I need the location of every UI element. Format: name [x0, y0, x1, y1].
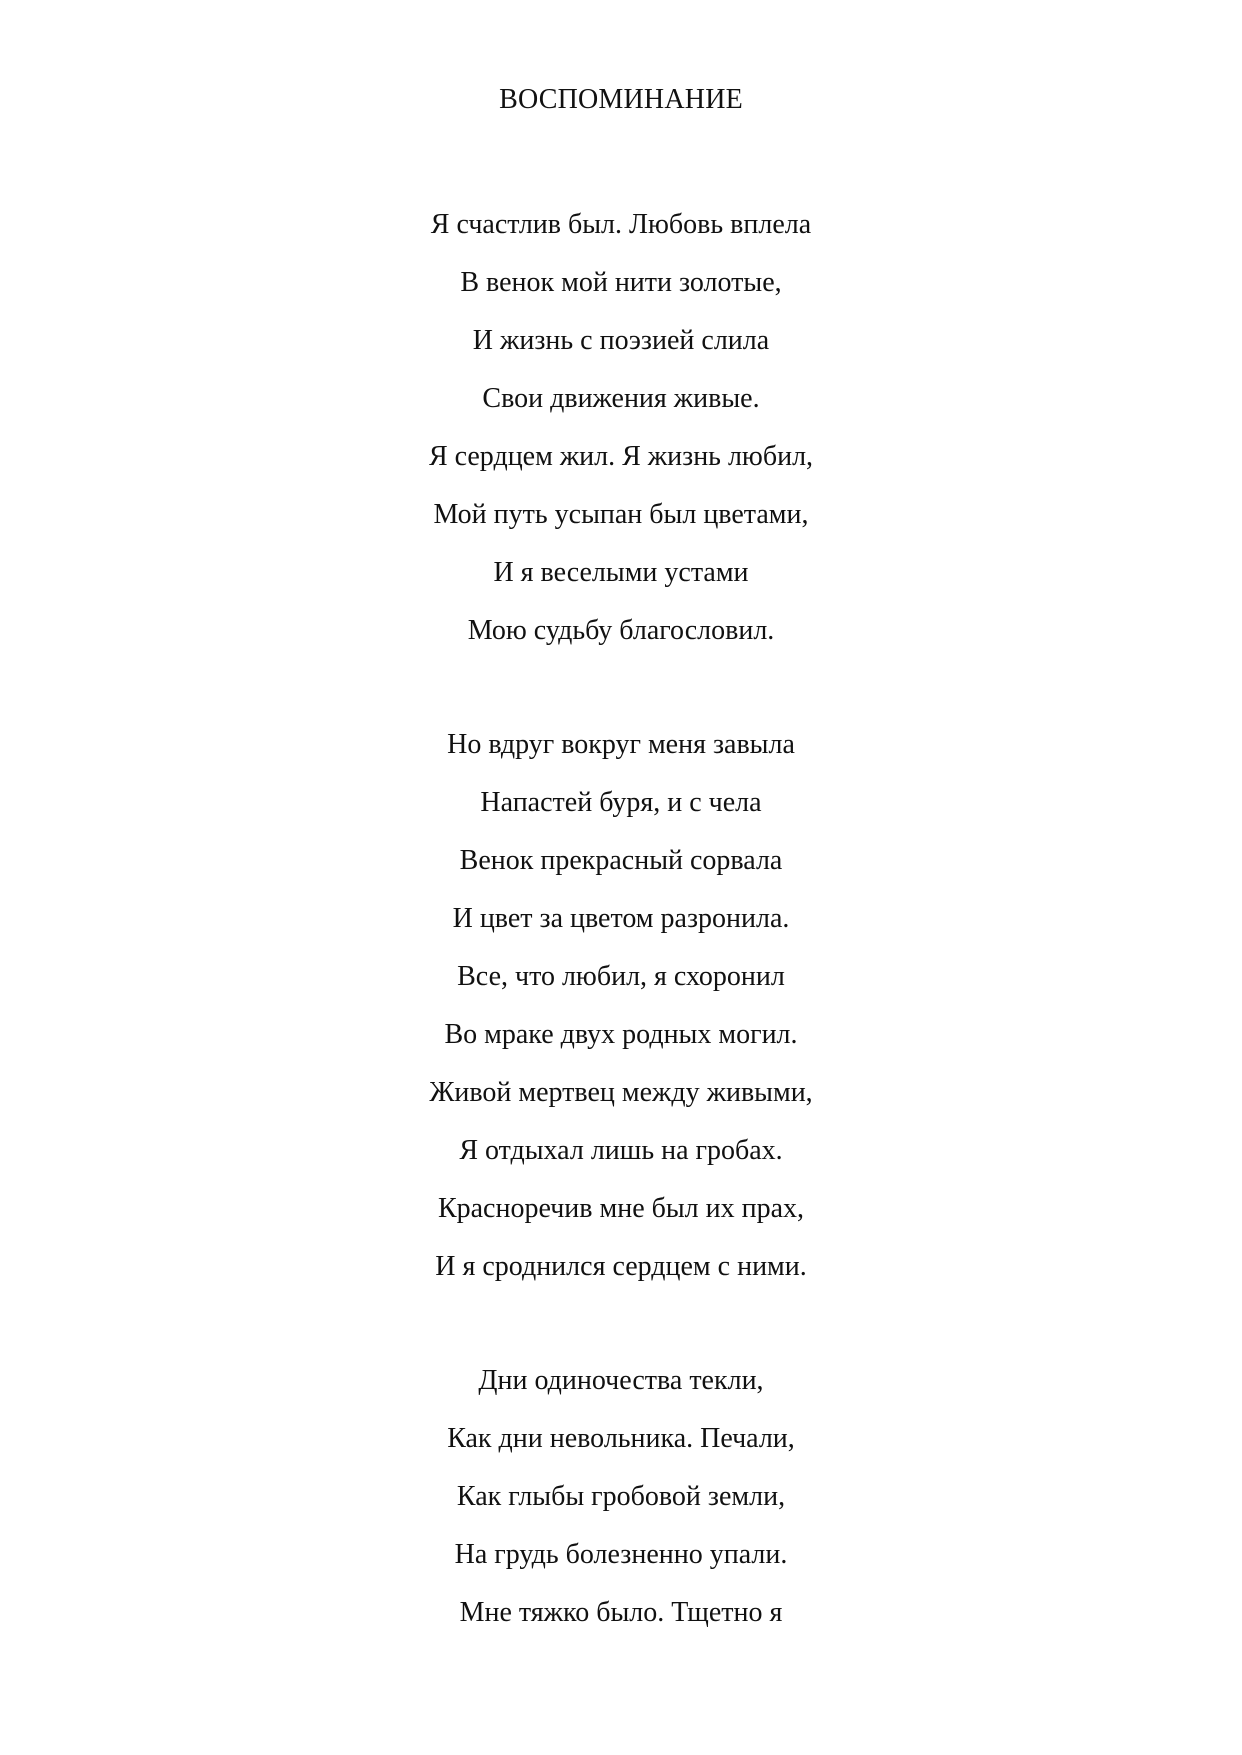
stanza-2 — [0, 716, 1242, 1296]
poem-line: Мне тяжко было. Тщетно я — [459, 1597, 783, 1628]
poem-line: Дни одиночества текли, — [478, 1365, 764, 1396]
poem-line: Я счастлив был. Любовь вплела — [430, 209, 812, 240]
stanza-1 — [0, 196, 1242, 660]
poem-line: Красноречив мне был их прах, — [437, 1193, 805, 1224]
poem-line: Как дни невольника. Печали, — [447, 1423, 795, 1454]
poem-line: Как глыбы гробовой земли, — [456, 1481, 786, 1512]
poem-line: Я отдыхал лишь на гробах. — [459, 1135, 783, 1166]
poem-line: Мою судьбу благословил. — [467, 615, 775, 646]
stanza-3 — [0, 1352, 1242, 1642]
poem-title: ВОСПОМИНАНИЕ — [499, 84, 743, 115]
poem-line: В венок мой нити золотые, — [460, 267, 782, 298]
poem-line: И я сроднился сердцем с ними. — [435, 1251, 807, 1282]
poem-line: И цвет за цветом разронила. — [452, 903, 790, 934]
poem-line: Я сердцем жил. Я жизнь любил, — [428, 441, 814, 472]
poem-line: Венок прекрасный сорвала — [459, 845, 783, 876]
poem-line: И я веселыми устами — [493, 557, 749, 588]
poem-line: На грудь болезненно упали. — [454, 1539, 788, 1570]
poem-line: Но вдруг вокруг меня завыла — [447, 729, 795, 760]
poem-line: И жизнь с поэзией слила — [472, 325, 770, 356]
poem-line: Мой путь усыпан был цветами, — [433, 499, 809, 530]
poem-line: Свои движения живые. — [482, 383, 760, 414]
poem-line: Во мраке двух родных могил. — [444, 1019, 798, 1050]
poem-line: Все, что любил, я схоронил — [457, 961, 785, 992]
poem-line: Живой мертвец между живыми, — [429, 1077, 813, 1108]
poem-line: Напастей буря, и с чела — [480, 787, 762, 818]
poem-body — [0, 196, 1242, 1698]
